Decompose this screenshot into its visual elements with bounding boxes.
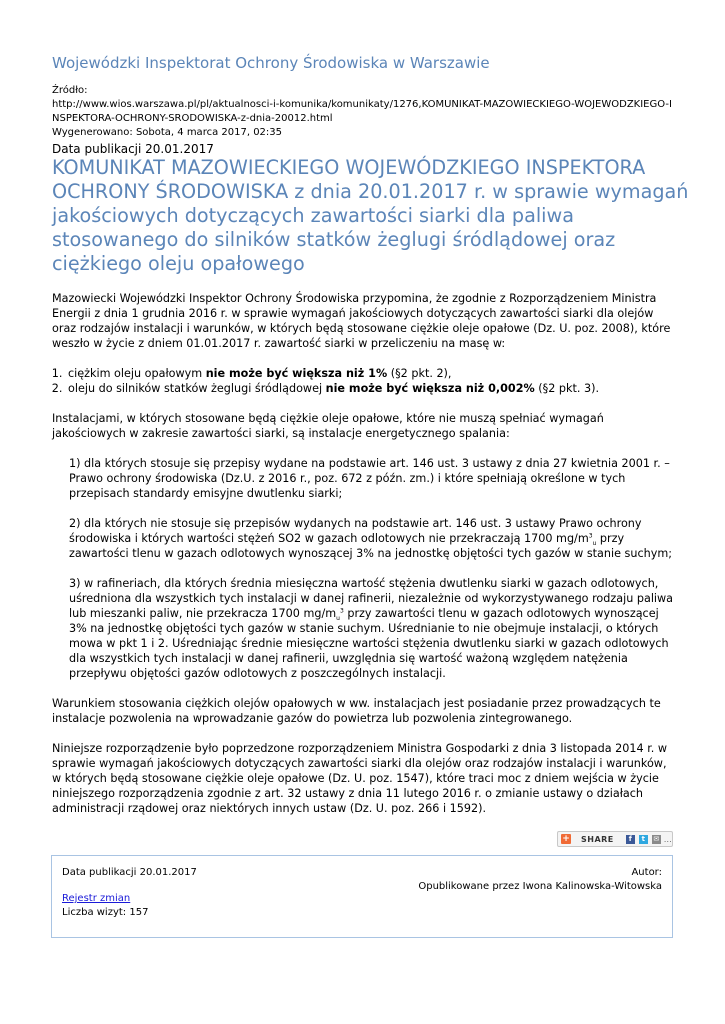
condition-paragraph: Warunkiem stosowania ciężkich olejów opałowych w ww. instalacjach jest posiadanie przez prowadzących te instalacje pozwolenia na wprowadzanie gazów do powietrza lub pozwolenia zintegrowanego. <box>52 697 661 725</box>
point-2 <box>69 516 677 561</box>
article-footer <box>51 855 673 938</box>
superscript: 3 <box>588 532 593 540</box>
point-1: 1) dla których stosuje się przepisy wydane na podstawie art. 146 ust. 3 ustawy z dnia 27 kwietnia 2001 r. – Prawo ochrony środowiska (Dz.U. z 2016 r., poz. 672 z późn. zm.) i które spełniają określone w tych przepisach standardy emisyjne dwutlenku siarki; <box>69 457 670 500</box>
source-meta <box>52 84 682 140</box>
changes-register-link[interactable]: Rejestr zmian <box>62 893 131 904</box>
generated-timestamp: Wygenerowano: Sobota, 4 marca 2017, 02:35 <box>52 127 283 138</box>
point-2-text: 2) dla których nie stosuje się przepisów wydanych na podstawie art. 146 ust. 3 ustawy Prawo ochrony środowiska i których wartości stężeń SO2 w gazach odlotowych nie przekraczają 1700 mg/m <box>69 517 642 545</box>
publication-date: Data publikacji 20.01.2017 <box>52 142 214 156</box>
more-icon[interactable]: … <box>663 834 672 844</box>
source-label: Źródło: <box>52 85 88 96</box>
sulfur-limits-list <box>52 366 677 396</box>
point-3-text: przy zawartości tlenu w gazach odlotowych wynoszącej 3% na jednostkę objętości tych gazów w stanie suchym. Uśrednianie to nie obejmuje instalacji, o których mowa w pkt 1 i 2. Uśredniając średnie miesięczne wartości stężenia dwutlenku siarki w gazach odlotowych dla wszystkich tych instalacji w danej rafinerii, uwzględnia się wartość ważoną względem natężenia przepływu objętości gazów odlotowych z poszczególnych instalacji. <box>69 607 669 680</box>
list-item-text: (§2 pkt. 2), <box>387 367 452 380</box>
twitter-icon[interactable]: t <box>639 835 648 844</box>
superscript: 3 <box>339 607 344 615</box>
subscript: u <box>336 615 340 623</box>
point-3-text: 3) w rafineriach, dla których średnia miesięczna wartość stężenia dwutlenku siarki w gazach odlotowych, uśredniona dla wszystkich tych instalacji w danej rafinerii, niezależnie od wykorzystywanego rodzaju paliwa lub mieszanki paliw, nie przekracza 1700 mg/m <box>69 577 674 620</box>
plus-icon: + <box>562 834 570 844</box>
point-3 <box>69 576 677 681</box>
list-item <box>66 381 677 396</box>
intro-paragraph: Mazowiecki Wojewódzki Inspektor Ochrony Środowiska przypomina, że zgodnie z Rozporządzeniem Ministra Energii z dnia 1 grudnia 2016 r. w sprawie wymagań jakościowych dotyczących zawartości siarki dla olejów oraz rodzajów instalacji i warunków, w których będą stosowane ciężkie oleje opałowe (Dz. U. poz. 2008), które weszło w życie z dniem 01.01.2017 r. zawartość siarki w przeliczeniu na masę w: <box>52 292 671 350</box>
point-2-text: przy zawartości tlenu w gazach odlotowych wynoszącej 3% na jednostkę objętości tych gazów w stanie suchym; <box>69 532 672 560</box>
list-item <box>66 366 677 381</box>
list-item-text: oleju do silników statków żeglugi śródlądowej <box>68 382 326 395</box>
list-item-text: ciężkim oleju opałowym <box>68 367 206 380</box>
visit-count: Liczba wizyt: 157 <box>62 907 149 918</box>
article-title: KOMUNIKAT MAZOWIECKIEGO WOJEWÓDZKIEGO INSPEKTORA OCHRONY ŚRODOWISKA z dnia 20.01.2017 r. w sprawie wymagań jakościowych dotyczących zawartości siarki dla paliwa stosowanego do silników statków żeglugi śródlądowej oraz ciężkiego oleju opałowego <box>52 156 689 275</box>
email-icon[interactable]: ✉ <box>653 835 660 843</box>
source-url-line-2: NSPEKTORA-OCHRONY-SRODOWISKA-z-dnia-20012.html <box>52 113 333 124</box>
organization-title: Wojewódzki Inspektorat Ochrony Środowiska w Warszawie <box>52 54 490 72</box>
subscript: u <box>592 540 597 548</box>
author-label: Autor: <box>631 867 662 878</box>
article-body <box>52 291 677 831</box>
facebook-icon[interactable]: f <box>626 835 635 844</box>
closing-paragraph: Niniejsze rozporządzenie było poprzedzone rozporządzeniem Ministra Gospodarki z dnia 3 listopada 2014 r. w sprawie wymagań jakościowych dotyczących zawartości siarki dla olejów oraz rodzajów instalacji i warunków, w których będą stosowane ciężkie oleje opałowe (Dz. U. poz. 1547), które traci moc z dniem wejścia w życie niniejszego rozporządzenia zgodnie z art. 32 ustawy z dnia 11 lutego 2016 r. o zmianie ustawy o działach administracji rządowej oraz niektórych innych ustaw (Dz. U. poz. 266 i 1592). <box>52 742 668 815</box>
source-url-line-1: http://www.wios.warszawa.pl/pl/aktualnosci-i-komunika/komunikaty/1276,KOMUNIKAT-MAZOWIECKIEGO-WOJEWODZKIEGO-I <box>52 99 672 110</box>
list-item-text: (§2 pkt. 3). <box>534 382 599 395</box>
installations-intro: Instalacjami, w których stosowane będą ciężkie oleje opałowe, które nie muszą spełniać wymagań jakościowych w zakresie zawartości siarki, są instalacje energetycznego spalania: <box>52 412 604 440</box>
author-name: Opublikowane przez Iwona Kalinowska-Witowska <box>418 881 662 892</box>
list-item-bold: nie może być większa niż 0,002% <box>325 382 535 395</box>
share-button[interactable] <box>557 831 673 847</box>
footer-publication-date: Data publikacji 20.01.2017 <box>62 867 197 878</box>
list-item-bold: nie może być większa niż 1% <box>205 367 388 380</box>
share-label: SHARE <box>581 834 614 844</box>
